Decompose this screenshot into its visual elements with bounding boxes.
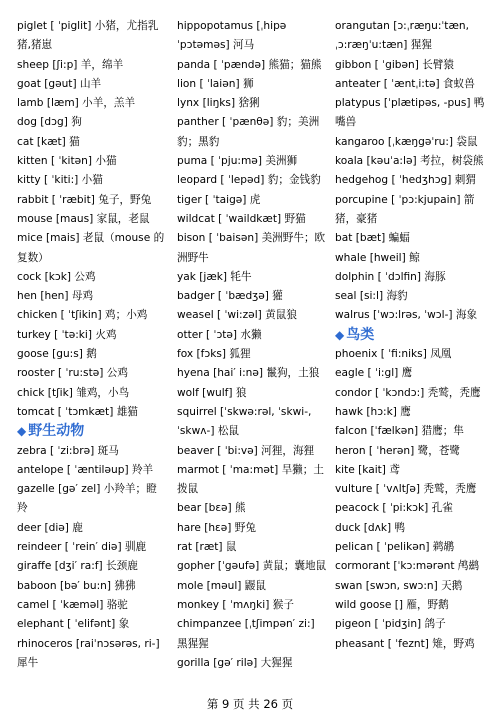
vocab-entry: yak [jæk] 牦牛 — [177, 270, 252, 283]
vocab-entry: tomcat [ ˈtɔmkæt] 雄猫 — [17, 405, 138, 418]
vocab-entry: condor [ ˈkɔndɔ:] 秃鹫，秃鹰 — [335, 386, 481, 399]
vocab-entry: chick [tʃik] 雏鸡，小鸟 — [17, 386, 130, 399]
vocab-entry: porcupine [ ˈpɔ:kjupain] 箭猪，豪猪 — [335, 193, 475, 225]
vocab-entry: lamb [læm] 小羊，羔羊 — [17, 97, 136, 110]
vocab-entry: lion [ ˈlaiən] 狮 — [177, 77, 254, 90]
vocab-entry: bear [bεə] 熊 — [177, 502, 246, 515]
vocab-entry: mole [məul] 鼹鼠 — [177, 579, 266, 592]
page-footer: 第 9 页 共 26 页 — [206, 697, 294, 711]
vocab-entry: wolf [wulf] 狼 — [177, 386, 247, 399]
vocab-entry: cock [kɔk] 公鸡 — [17, 270, 96, 283]
vocab-entry: panda [ ˈpændə] 熊猫；猫熊 — [177, 58, 322, 71]
vocab-entry: gorilla [gə′ rilə] 大猩猩 — [177, 656, 293, 669]
diamond-icon: ◆ — [335, 327, 345, 342]
diamond-icon: ◆ — [17, 424, 27, 439]
vocab-entry: peacock [ ˈpi:kɔk] 孔雀 — [335, 502, 453, 515]
vocab-entry: squirrel [ˈskwə:rəl, ˈskwi-, ˈskwʌ-] 松鼠 — [177, 405, 312, 438]
vocab-entry: anteater [ ˈæntˌi:tə] 食蚁兽 — [335, 77, 475, 90]
section-heading — [17, 422, 167, 441]
vocab-entry: puma [ ˈpju:mə] 美洲狮 — [177, 155, 298, 168]
vocab-entry: hedgehog [ ˈhedʒhɔg] 刺猬 — [335, 174, 476, 187]
vocab-entry: hyena [hai′ i:nə] 鬣狗，土狼 — [177, 367, 320, 380]
vocab-entry: reindeer [ ˈrein′ diə] 驯鹿 — [17, 541, 147, 554]
vocab-entry: marmot [ ˈma:mət] 旱獭；土拨鼠 — [177, 463, 324, 496]
vocab-entry: cormorant [ˈkɔ:mərənt 鸬鹚 — [335, 560, 480, 573]
vocab-entry: koala [kəuˈa:lə] 考拉，树袋熊 — [335, 155, 484, 168]
vocab-entry: weasel [ ˈwi:zəl] 黄鼠狼 — [177, 309, 297, 322]
vocab-entry: otter [ ˈɔtə] 水獭 — [177, 328, 262, 341]
vocab-entry: deer [diə] 鹿 — [17, 521, 83, 534]
vocab-entry: goat [gəut] 山羊 — [17, 77, 102, 90]
vocab-entry: falcon [ˈfælkən] 猎鹰；隼 — [335, 425, 464, 438]
vocab-entry: gazelle [gə′ zel] 小羚羊；瞪羚 — [17, 483, 157, 515]
vocab-entry: platypus [ˈplætipəs, -pus] 鸭嘴兽 — [335, 97, 485, 129]
vocab-entry: kitten [ ˈkitən] 小猫 — [17, 155, 117, 168]
vocab-entry: beaver [ ˈbi:və] 河狸，海狸 — [177, 444, 315, 457]
column-1 — [17, 17, 167, 673]
vocab-entry: vulture [ ˈvʌltʃə] 秃鹫，秃鹰 — [335, 483, 477, 496]
vocab-entry: wild goose [] 雁，野鹅 — [335, 598, 449, 611]
vocab-entry: sheep [ʃi:p] 羊，绵羊 — [17, 58, 124, 71]
vocab-entry: gopher [ˈgəufə] 黄鼠；囊地鼠 — [177, 560, 327, 573]
vocab-entry: antelope [ ˈæntiləup] 羚羊 — [17, 463, 154, 476]
section-heading-text: 野生动物 — [28, 423, 85, 440]
vocab-entry: leopard [ ˈlepəd] 豹；金钱豹 — [177, 174, 321, 187]
vocab-entry: fox [fɔks] 狐狸 — [177, 348, 251, 361]
vocab-entry: kite [kait] 鸢 — [335, 463, 400, 476]
vocab-entry: badger [ ˈbædʒə] 獾 — [177, 290, 283, 303]
vocab-entry: whale [hweil] 鲸 — [335, 251, 420, 264]
vocab-entry: panther [ ˈpænθə] 豹；美洲豹；黑豹 — [177, 116, 320, 148]
vocab-entry: chicken [ ˈtʃikin] 鸡；小鸡 — [17, 309, 148, 322]
vocab-entry: walrus [ˈwɔ:lrəs, ˈwɔl-] 海象 — [335, 309, 478, 322]
vocab-entry: bison [ ˈbaisən] 美洲野牛；欧洲野牛 — [177, 232, 326, 264]
vocab-entry: wildcat [ ˈwaildkæt] 野猫 — [177, 212, 306, 225]
vocab-entry: chimpanzee [ˌtʃimpən′ zi:] 黑猩猩 — [177, 618, 315, 650]
vocab-entry: hen [hen] 母鸡 — [17, 290, 94, 303]
vocab-entry: pigeon [ ˈpidʒin] 鸽子 — [335, 618, 446, 631]
vocab-entry: phoenix [ ˈfi:niks] 凤凰 — [335, 348, 452, 361]
section-heading-text: 鸟类 — [346, 326, 375, 343]
vocab-entry: rabbit [ ˈræbit] 兔子，野兔 — [17, 193, 152, 206]
vocab-entry: orangutan [ɔ:ˌræŋu:ˈtæn, ˌɔ:ræŋˈu:tæn] 猩猩 — [335, 20, 469, 52]
vocab-entry: seal [si:l] 海豹 — [335, 290, 408, 303]
vocab-entry: turkey [ ˈtə:ki] 火鸡 — [17, 328, 117, 341]
column-2 — [177, 17, 327, 673]
vocab-entry: baboon [bə′ bu:n] 狒狒 — [17, 579, 136, 592]
vocab-entry: hawk [hɔ:k] 鹰 — [335, 405, 411, 418]
vocab-entry: mouse [maus] 家鼠，老鼠 — [17, 212, 150, 225]
vocab-entry: elephant [ ˈelifənt] 象 — [17, 618, 130, 631]
vocab-entry: pelican [ ˈpelikən] 鹈鹕 — [335, 541, 455, 554]
vocab-entry: monkey [ ˈmʌŋki] 猴子 — [177, 598, 294, 611]
section-heading — [335, 326, 487, 345]
vocab-entry: kangaroo [ˌkæŋgəˈru:] 袋鼠 — [335, 135, 478, 148]
vocab-entry: bat [bæt] 蝙蝠 — [335, 232, 410, 245]
vocab-entry: mice [mais] 老鼠（mouse 的复数） — [17, 232, 165, 264]
vocab-entry: swan [swɔn, swɔ:n] 天鹅 — [335, 579, 463, 592]
vocab-entry: gibbon [ ˈgibən] 长臂猿 — [335, 58, 454, 71]
vocab-entry: kitty [ ˈkiti:] 小猫 — [17, 174, 103, 187]
vocab-entry: cat [kæt] 猫 — [17, 135, 80, 148]
vocab-entry: camel [ ˈkæməl] 骆驼 — [17, 598, 128, 611]
vocab-entry: hare [hεə] 野兔 — [177, 521, 256, 534]
vocab-entry: giraffe [dʒi′ ra:f] 长颈鹿 — [17, 560, 138, 573]
vocab-entry: piglet [ ˈpiglit] 小猪，尤指乳猪,猪崽 — [17, 20, 159, 52]
vocab-entry: dolphin [ ˈdɔlfin] 海豚 — [335, 270, 446, 283]
vocab-entry: zebra [ ˈzi:brə] 斑马 — [17, 444, 119, 457]
vocab-entry: heron [ ˈherən] 鹭，苍鹭 — [335, 444, 461, 457]
column-3 — [335, 17, 487, 654]
vocab-entry: rooster [ ˈru:stə] 公鸡 — [17, 367, 128, 380]
vocab-entry: goose [gu:s] 鹅 — [17, 348, 97, 361]
vocab-entry: eagle [ ˈi:gl] 鹰 — [335, 367, 413, 380]
vocab-entry: rat [ræt] 鼠 — [177, 541, 237, 554]
vocab-entry: duck [dʌk] 鸭 — [335, 521, 406, 534]
vocab-entry: hippopotamus [ˌhipəˈpɔtəməs] 河马 — [177, 20, 287, 52]
vocab-entry: lynx [liŋks] 猞猁 — [177, 97, 260, 110]
vocab-entry: dog [dɔg] 狗 — [17, 116, 82, 129]
vocab-entry: rhinoceros [raiˈnɔsərəs, ri-] 犀牛 — [17, 637, 160, 669]
vocab-entry: tiger [ ˈtaigə] 虎 — [177, 193, 261, 206]
vocab-entry: pheasant [ ˈfeznt] 雉，野鸡 — [335, 637, 475, 650]
